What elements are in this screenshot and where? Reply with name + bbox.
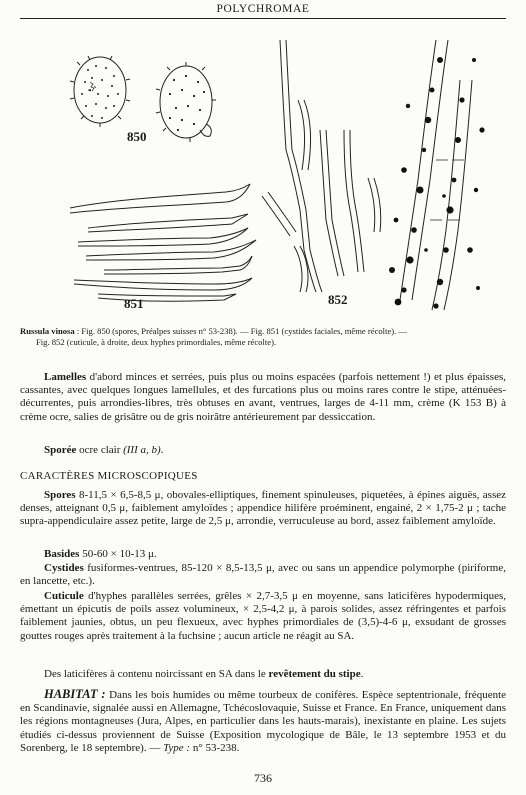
cuticle-hyphae-drawing bbox=[262, 40, 485, 310]
type-label: Type : bbox=[163, 741, 191, 754]
term-sporee: Sporée bbox=[44, 444, 77, 456]
type-value: n° 53-238. bbox=[190, 741, 240, 754]
term-cystides: Cystides bbox=[44, 562, 84, 574]
text-laticiferes: Des laticifères à contenu noircissant en SA dans le bbox=[44, 668, 269, 680]
term-revetement-stipe: revêtement du stipe bbox=[268, 668, 361, 680]
figure-label-851: 851 bbox=[124, 296, 144, 311]
end-laticiferes: . bbox=[360, 668, 364, 680]
text-sporee: ocre clair bbox=[76, 444, 124, 456]
paragraph-lamelles bbox=[20, 371, 506, 424]
paragraph-cuticule bbox=[20, 590, 506, 643]
caption-species: Russula vinosa bbox=[20, 326, 75, 336]
text-lamelles: d'abord minces et serrées, puis plus ou moins espacées (parfois nettement !) et plus épaisses, cassantes, avec quelques longues lamellules, et des furcations plus ou moins rares contre le stipe, atténuées-décurrentes, puis arrondies-libres, très obtuses en avant, ventrues, larges de 4-11 mm, crème (K 153 B) à crème ocre, salies de grisâtre ou de gris noirâtre antérieurement par dessiccation. bbox=[20, 371, 506, 423]
running-head: POLYCHROMAE bbox=[216, 3, 310, 15]
figure-label-850: 850 bbox=[127, 129, 147, 144]
paragraph-laticiferes bbox=[20, 668, 506, 681]
paragraph-spores bbox=[20, 489, 506, 529]
spore-drawing-1 bbox=[70, 56, 130, 127]
caption-line1: : Fig. 850 (spores, Préalpes suisses n° 53-238). — Fig. 851 (cystides faciales, même récolte). — bbox=[74, 326, 408, 336]
figure-caption bbox=[20, 326, 506, 348]
paragraph-habitat bbox=[20, 688, 506, 755]
text-spores: 8-11,5 × 6,5-8,5 μ, obovales-elliptiques, finement spinuleuses, piquetées, à épines aiguës, assez denses, atteignant 0,5 μ, faiblement amyloïdes ; appendice hilifère proéminent, engainé, 2 × 1,75-2 μ ; tache supra-appendiculaire assez petite, large de 2,5 μ, arrondie, verruculeuse au bord, assez faiblement amyloïde. bbox=[20, 489, 506, 528]
text-basides: 50-60 × 10-13 μ. bbox=[79, 548, 157, 560]
spore-drawing-2 bbox=[156, 62, 216, 142]
paragraph-cystides bbox=[20, 562, 506, 588]
ref-sporee: (III a, b) bbox=[123, 444, 161, 456]
header-rule bbox=[20, 18, 506, 19]
paragraph-sporee bbox=[20, 444, 506, 457]
term-spores: Spores bbox=[44, 489, 76, 501]
cystidia-drawing bbox=[70, 184, 256, 301]
term-basides: Basides bbox=[44, 548, 80, 560]
caption-line2: Fig. 852 (cuticule, à droite, deux hyphes primordiales, même récolte). bbox=[36, 337, 277, 347]
section-heading-microscopic: CARACTÈRES MICROSCOPIQUES bbox=[20, 470, 198, 482]
text-cystides: fusiformes-ventrues, 85-120 × 8,5-13,5 μ, avec ou sans un appendice polymorphe (piriforme, en lancette, etc.). bbox=[20, 562, 506, 588]
habitat-label: HABITAT : bbox=[44, 687, 106, 701]
term-cuticule: Cuticule bbox=[44, 590, 84, 602]
end-sporee: . bbox=[160, 444, 164, 456]
text-cuticule: d'hyphes parallèles serrées, grêles × 2,7-3,5 μ en moyenne, sans laticifères hypodermiques, émettant un épicutis de poils assez volumineux, × 2,5-4,2 μ, à parois solides, assez réfringentes et parfois faiblement jaunies, obtus, un peu flexueux, avec hyphes primordiales de (3,5)-4-6 μ, exsudant de grosses gouttes rouges après traitement à la fuchsine ; aucun article ne réagit au SA. bbox=[20, 590, 506, 642]
paragraph-basides bbox=[20, 548, 506, 561]
page-number: 736 bbox=[254, 771, 272, 785]
figure-plate bbox=[0, 20, 526, 320]
term-lamelles: Lamelles bbox=[44, 371, 87, 383]
text-habitat: Dans les bois humides ou même tourbeux de conifères. Espèce septentrionale, fréquente en Scandinavie, signalée aussi en Allemagne, Tchécoslovaquie, Suisse et France. En France, uniquement dans les régions montagneuses (Jura, Alpes, en particulier dans les hauts-marais), inexistante en plaine. Les sujets étudiés ci-dessus proviennent de Suisse (Exposition mycologique de Bâle, le 13 septembre 1953 et du Sorenberg, le 18 septembre). — bbox=[20, 689, 507, 754]
figure-label-852: 852 bbox=[328, 292, 348, 307]
